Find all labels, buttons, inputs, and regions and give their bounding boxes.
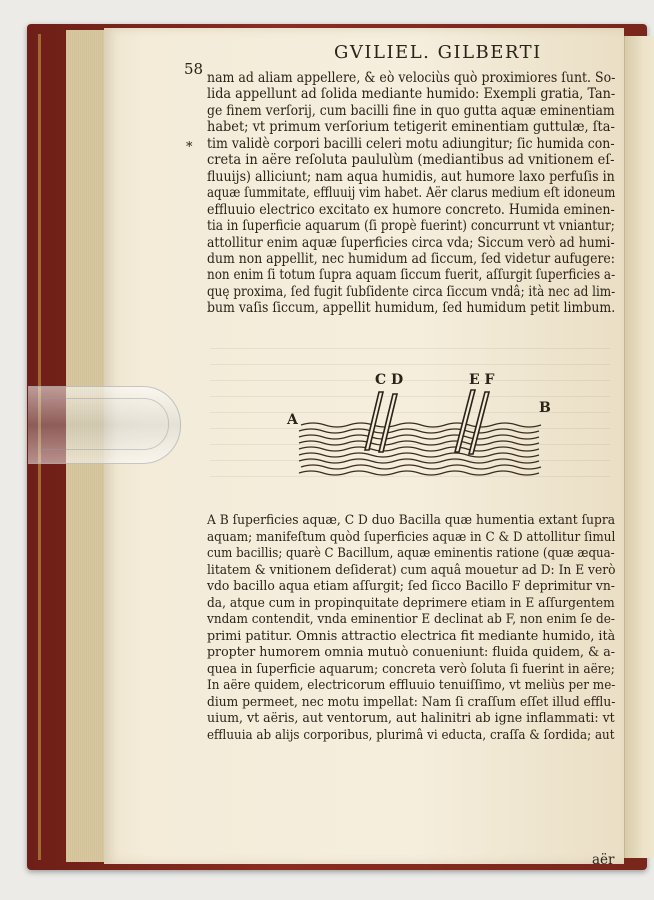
text-line: vndam contendit, vnda eminentior E declinat ab F, non enim ſe de- xyxy=(207,612,615,627)
text-line: tim validè corpori bacilli celeri motu adiungitur; ſic humida con- xyxy=(207,135,615,152)
text-line: aquæ ſummitate, effluuij vim habet. Aër clarus medium eſt idoneum xyxy=(207,185,616,202)
text-line: propter humorem omnia mutuò conueniunt: fluida quidem, & a- xyxy=(207,645,615,660)
water-waves xyxy=(299,423,541,475)
text-line: lida appellunt ad ſolida mediante humido: Exempli gratia, Tan- xyxy=(207,86,616,103)
text-line: effluuia ab alijs corporibus, plurimâ vi educta, craſſa & ſordida; aut xyxy=(207,727,615,743)
text-line: quea in ſuperficie aquarum; concreta verò ſoluta ſi fuerint in aëre; xyxy=(207,661,615,677)
page-number: 58 xyxy=(184,60,204,78)
text-line: dium permeet, nec motu impellat: Nam ſi craſſum eſſet illud efflu- xyxy=(207,694,616,710)
page-header xyxy=(184,42,614,78)
text-line: cum bacillis; quarè C Bacillum, aquæ eminentis ratione (quæ æqua- xyxy=(207,546,615,561)
text-line: bum vaſis ſiccum, appellit humidum, ſed humidum petit limbum. xyxy=(207,300,616,317)
text-line: creta in aëre reſoluta paululùm (mediantibus ad vnitionem eſ- xyxy=(207,152,615,169)
text-line: In aëre quidem, electricorum effluuio tenuiſſimo, vt meliùs per me- xyxy=(207,678,616,693)
text-line: effluuio electrico excitato ex humore concreto. Humida eminen- xyxy=(207,201,615,218)
text-line: litatem & vnitionem deſiderat) cum aquâ mouetur ad D: In E verò xyxy=(207,562,616,578)
text-line: aquam; manifeſtum quòd ſuperficies aquæ in C & D attollitur ſimul xyxy=(207,529,616,545)
text-line: vdo bacillo aqua etiam aſſurgit; ſed ſicco Bacillo F deprimitur vn- xyxy=(207,579,615,594)
text-line: fluuijs) alliciunt; nam aqua humidis, aut humore laxo perfuſis in xyxy=(207,168,615,185)
text-line: non enim ſi totum ſupra aquam ſiccum fuerit, aſſurgit ſuperficies a- xyxy=(207,267,616,284)
text-line: uium, vt aëris, aut ventorum, aut halinitri ab igne inflammati: vt xyxy=(207,711,615,726)
figure-label-ef: E F xyxy=(469,372,495,388)
page-clip-inner xyxy=(40,398,169,450)
marginal-asterisk: * xyxy=(186,140,193,155)
woodcut-illustration xyxy=(283,368,558,478)
text-line: dum non appellit, nec humidum ad ſiccum, ſed videtur aufugere: xyxy=(207,250,615,267)
figure-label-b: B xyxy=(539,400,551,416)
text-line: A B ſuperficies aquæ, C D duo Bacilla quæ humentia extant ſupra xyxy=(207,513,616,528)
text-line: da, atque cum in propinquitate deprimere etiam in E aſſurgentem xyxy=(207,595,615,611)
facing-page-edge xyxy=(624,36,654,858)
text-line: primi patitur. Omnis attractio electrica fit mediante humido, ità xyxy=(207,628,616,644)
text-line: ge finem verſorij, cum bacilli fine in quo gutta aquæ eminentiam xyxy=(207,102,615,119)
water-surface-figure xyxy=(283,368,558,478)
text-line: tia in ſuperficie aquarum (ſi propè fuerint) concurrunt vt vniantur; xyxy=(207,218,615,235)
text-line: nam ad aliam appellere, & eò velociùs quò proximiores ſunt. So- xyxy=(207,70,616,86)
text-line: quę proxima, ſed fugit ſubſidente circa ſiccum vndâ; ità nec ad lim- xyxy=(207,283,616,300)
figure-label-a: A xyxy=(287,412,298,428)
paragraph-1 xyxy=(207,70,615,317)
text-line: attollitur enim aquæ ſuperficies circa vda; Siccum verò ad humi- xyxy=(207,234,615,251)
paragraph-2 xyxy=(207,513,615,744)
text-line: habet; vt primum verſorium tetigerit eminentiam guttulæ, ſta- xyxy=(207,119,615,136)
running-head: GVILIEL. GILBERTI xyxy=(334,42,542,63)
rod-c xyxy=(365,392,383,450)
figure-label-cd: C D xyxy=(375,372,404,388)
catchword: aër xyxy=(592,852,615,868)
